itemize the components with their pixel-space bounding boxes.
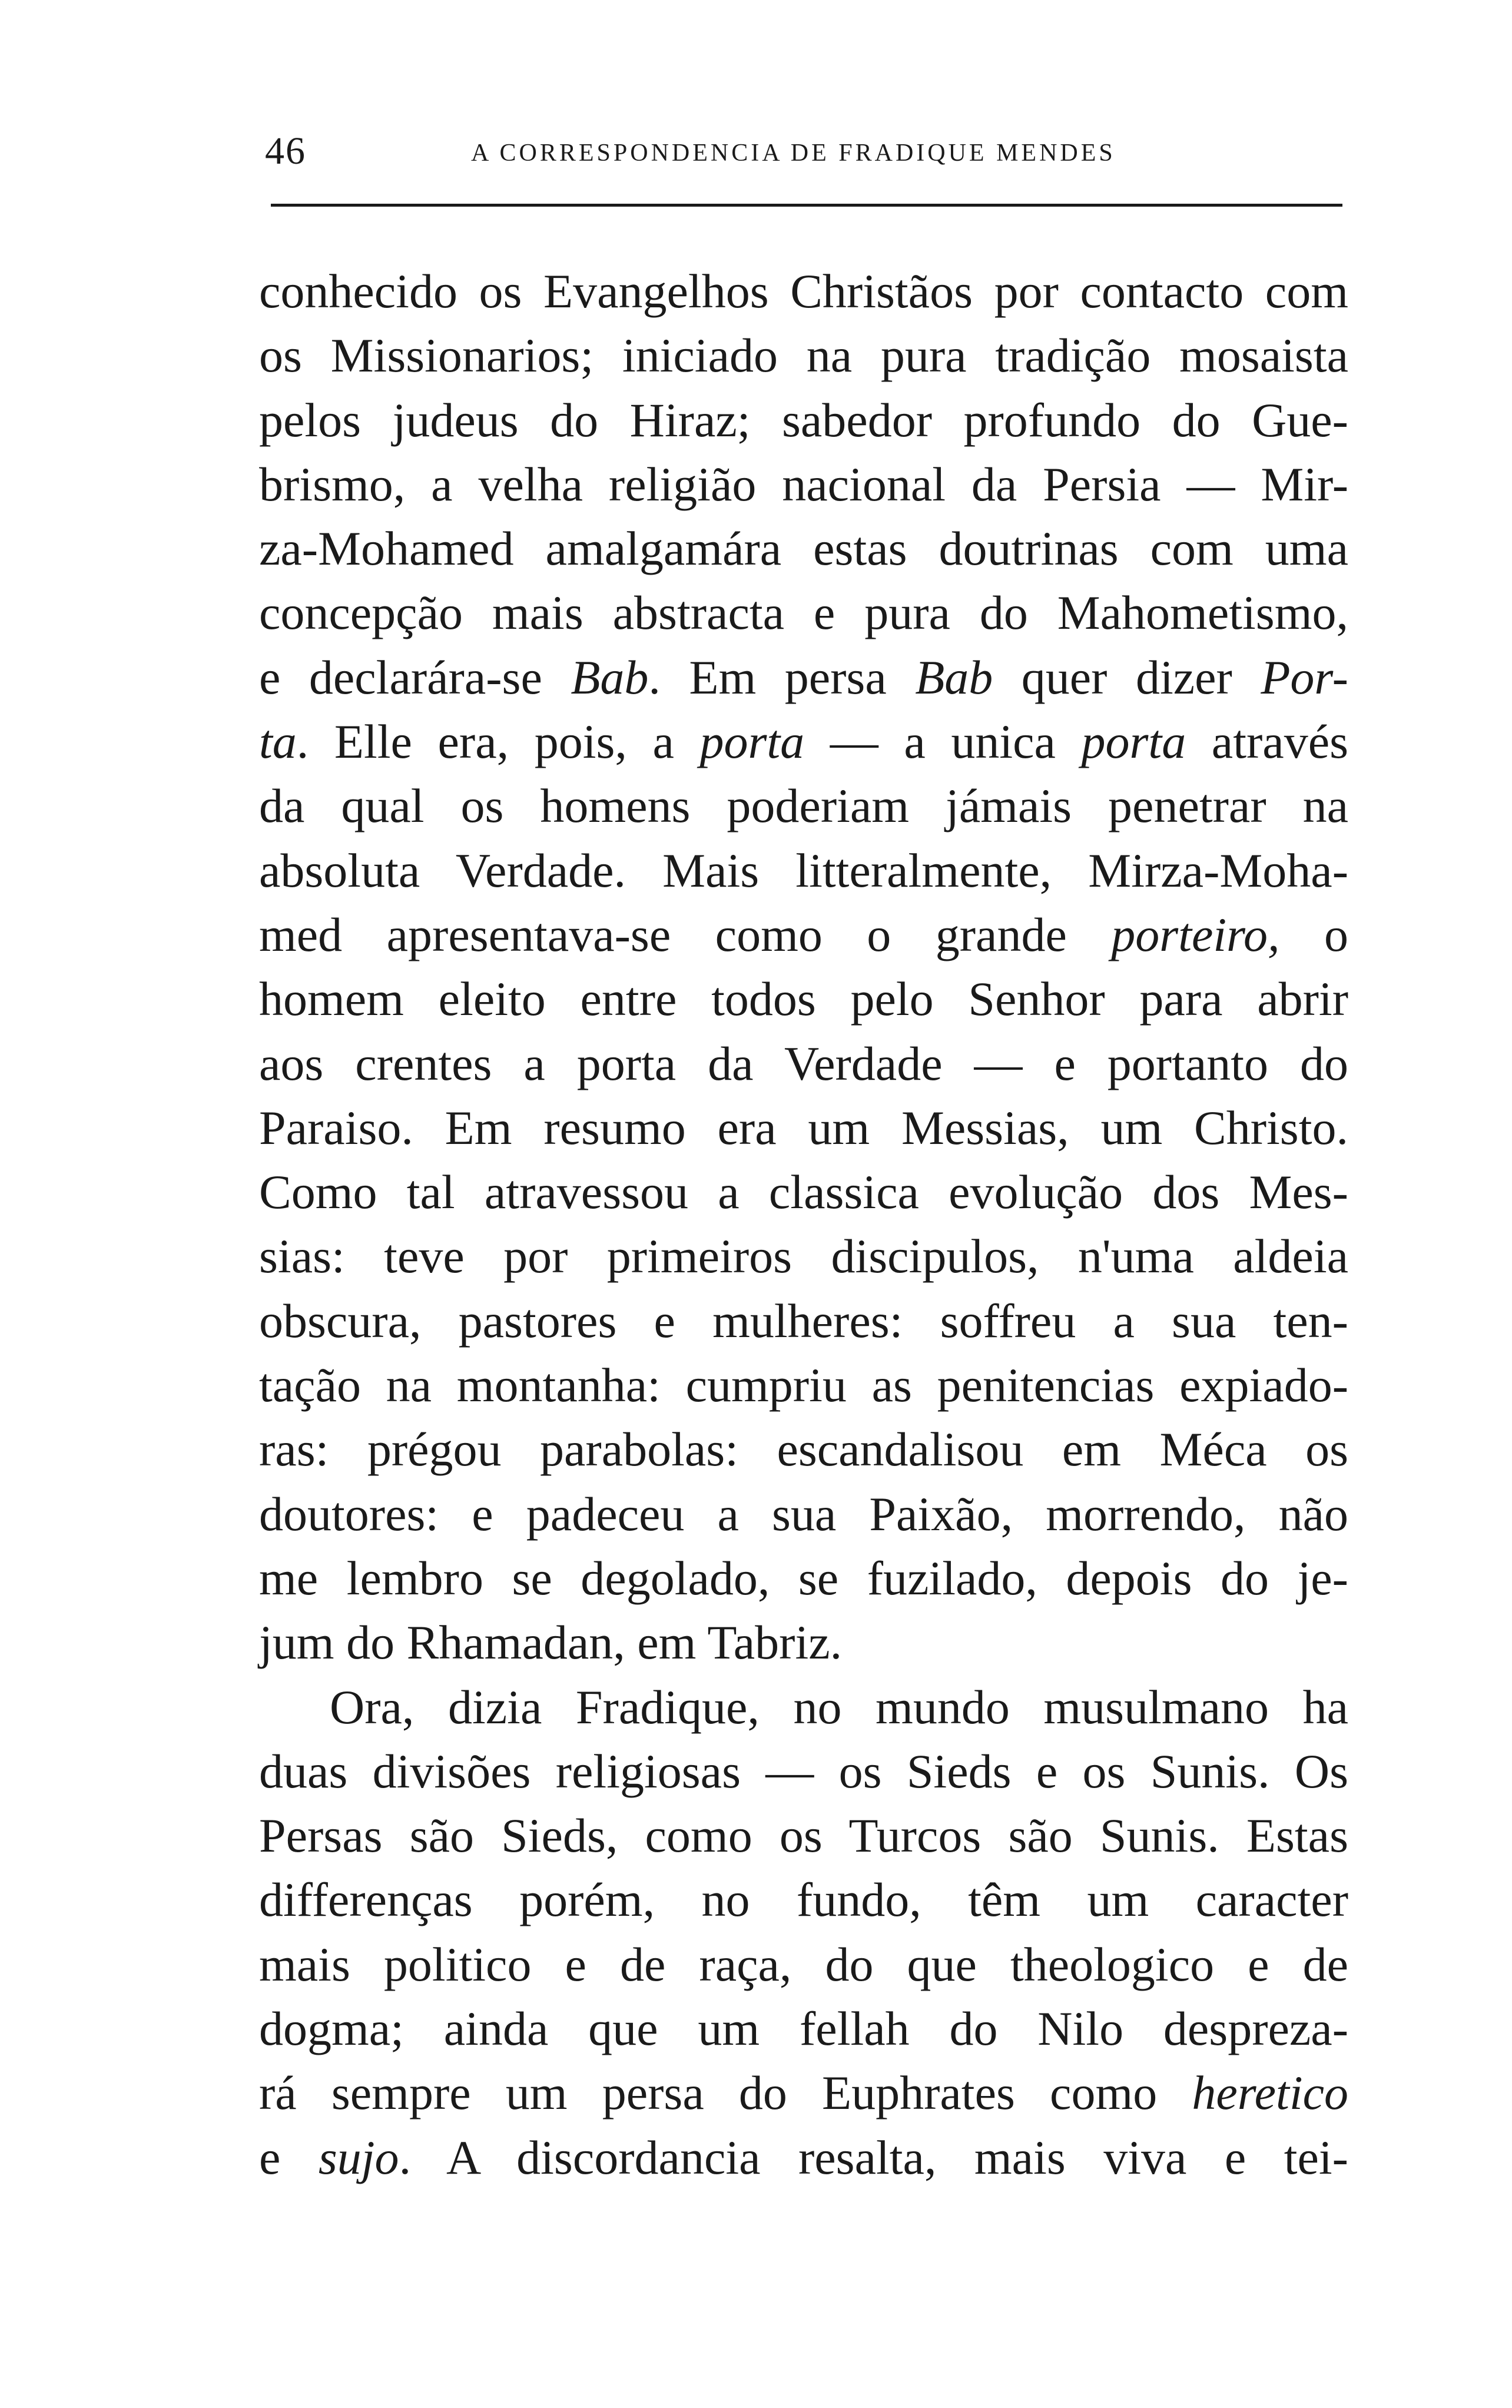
text-line [259,1096,1348,1160]
text-line [259,774,1348,838]
text-segment: concepção mais abstracta e pura do Mahometismo, [259,586,1348,640]
text-segment: rá sempre um persa do Euphrates como [259,2066,1192,2120]
header-rule [271,204,1342,207]
text-line [259,1996,1348,2061]
text-segment: através [1186,715,1348,769]
text-line [259,1868,1348,1932]
text-line [259,259,1348,323]
page-number: 46 [265,130,306,173]
text-segment: differenças porém, no fundo, têm um caracter [259,1873,1348,1927]
text-line [259,2125,1348,2190]
text-line [259,709,1348,774]
text-segment: absoluta Verdade. Mais litteralmente, Mirza-Moha- [259,843,1348,897]
text-line [259,1739,1348,1803]
italic-text: Bab [571,650,649,704]
text-segment: . A discordancia resalta, mais viva e tei- [399,2130,1348,2184]
italic-text: porta [699,715,805,769]
text-segment: os Missionarios; iniciado na pura tradição mosaista [259,329,1348,383]
italic-text: Bab [915,650,993,704]
text-segment: quer dizer [993,650,1261,704]
text-segment: homem eleito entre todos pelo Senhor para abrir [259,972,1348,1026]
text-segment: med apresentava-se como o grande [259,907,1112,961]
text-segment: Paraiso. Em resumo era um Messias, um Christo. [259,1100,1348,1155]
italic-text: Por- [1261,650,1348,704]
text-line [259,516,1348,581]
page-header [253,131,1337,172]
text-line [259,1224,1348,1288]
text-segment: conhecido os Evangelhos Christãos por contacto com [259,264,1348,318]
text-segment: pelos judeus do Hiraz; sabedor profundo do Gue- [259,393,1348,447]
italic-text: ta [259,715,297,769]
text-segment: tação na montanha: cumpriu as penitencias expiado- [259,1358,1348,1412]
italic-text: heretico [1192,2066,1348,2120]
text-line [259,388,1348,452]
italic-text: porta [1081,715,1186,769]
text-segment: o [1279,907,1348,961]
text-segment: brismo, a velha religião nacional da Persia — Mir- [259,457,1348,511]
text-segment: ras: prégou parabolas: escandalisou em Méca os [259,1422,1348,1477]
text-line [259,1932,1348,1996]
text-segment: mais politico e de raça, do que theologico e de [259,1937,1348,1991]
text-line [259,2061,1348,2125]
text-line [259,1417,1348,1481]
text-segment: Ora, dizia Fradique, no mundo musulmano ha [330,1680,1348,1734]
text-line [259,1353,1348,1417]
text-line [259,645,1348,709]
running-title: A CORRESPONDENCIA DE FRADIQUE MENDES [471,140,1116,167]
text-line [259,967,1348,1031]
text-segment: Como tal atravessou a classica evolução dos Mes- [259,1165,1348,1219]
text-segment: duas divisões religiosas — os Sieds e os Sunis. Os [259,1744,1348,1798]
text-segment: dogma; ainda que um fellah do Nilo despreza- [259,2002,1348,2056]
text-segment: obscura, pastores e mulheres: soffreu a sua ten- [259,1293,1348,1348]
text-line [259,1546,1348,1610]
text-segment: sias: teve por primeiros discipulos, n'uma aldeia [259,1229,1348,1283]
text-segment: doutores: e padeceu a sua Paixão, morrendo, não [259,1487,1348,1541]
text-segment: aos crentes a porta da Verdade — e portanto do [259,1036,1348,1090]
text-line [259,323,1348,387]
text-line [259,1482,1348,1546]
text-line [259,1610,1348,1674]
italic-text: sujo [318,2130,399,2184]
text-line [259,1160,1348,1224]
text-line [259,581,1348,645]
text-segment: . Em persa [648,650,916,704]
text-segment: me lembro se degolado, se fuzilado, depois do je- [259,1551,1348,1605]
text-line [259,903,1348,967]
text-segment: e declarára-se [259,650,571,704]
text-segment: Persas são Sieds, como os Turcos são Sunis. Estas [259,1809,1348,1863]
text-line [259,1031,1348,1096]
text-line [259,1289,1348,1353]
text-line [259,1675,1348,1739]
text-segment: e [259,2130,319,2184]
body-text [259,259,1348,2190]
text-line [259,452,1348,516]
text-segment: za-Mohamed amalgamára estas doutrinas com uma [259,522,1348,576]
text-segment: . Elle era, pois, a [296,715,700,769]
text-line [259,1803,1348,1868]
text-segment: da qual os homens poderiam jámais penetrar na [259,779,1348,833]
text-segment: jum do Rhamadan, em Tabriz. [259,1616,843,1670]
italic-text: porteiro, [1111,907,1280,961]
text-segment: — a unica [804,715,1082,769]
text-line [259,838,1348,903]
